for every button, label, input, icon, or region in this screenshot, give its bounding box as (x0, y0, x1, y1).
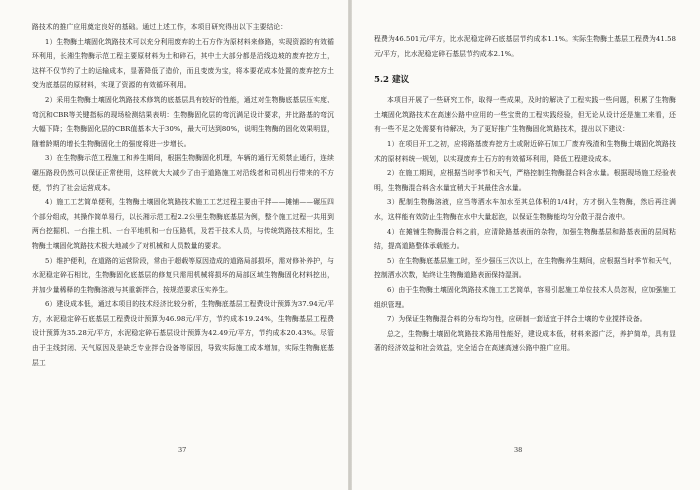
paragraph-conclusion-3: 3）在生物酶示范工程施工和养生期间，根据生物酶固化机理，车辆的通行无须禁止通行，连续碾压路段仍然可以保证正常使用，这样就大大减少了由于道路施工对沿线者和司机出行带来的不方便，节约了社会运营成本。 (32, 154, 334, 192)
paragraph-suggestion-6: 6）由于生物酶土壤固化筑路技术施工工艺简单，容易引起施工单位技术人员忽视，应加强施工组织管理。 (374, 285, 676, 309)
paragraph-suggestion-5: 5）在生物酶底基层施工时，至少强压三次以上，在生物酶养生期间，应根据当时季节和天气，控制洒水次数，始终让生物酶道路表面保持湿润。 (374, 256, 676, 280)
paragraph-suggestion-4: 4）在摊铺生物酶混合料之前，应清除路基表面的杂物，加强生物酶基层和路基表面的层间粘结，提高道路整体承载能力。 (374, 227, 676, 251)
section-heading: 5.2 建议 (374, 75, 410, 86)
paragraph-summary: 总之，生物酶土壤固化筑路技术路用性能好，建设成本低，材料来源广泛，养护简单，具有显著的经济效益和社会效益，完全适合在高速高速公路中推广应用。 (374, 329, 676, 353)
paragraph-suggestion-7: 7）为保证生物酶混合料的分布均匀性，应研制一套适宜于拌合土壤的专业搅拌设备。 (387, 315, 647, 324)
paragraph-continuation: 路技术的推广应用奠定良好的基础。通过上述工作，本项目研究得出以下主要结论： (32, 23, 288, 31)
paragraph-conclusion-2: 2）采用生物酶土壤固化筑路技术修筑的底基层具有较好的性能，通过对生物酶底基层压实度、弯沉和CBR等关键指标的现场检测结果表明：生物酶固化层的弯沉满足设计要求，并比路基的弯沉大幅下降；生物酶固化层的CBR值基本大于30%，最大可达到80%，说明生物酶的固化效果明显，随着龄期的增长生物酶固化土的强度将进一步增长。 (32, 95, 334, 148)
paragraph-conclusion-1: 1）生物酶土壤固化筑路技术可以充分利用废弃的土石方作为原材料来修路，实现资源的有效循环利用，长湘生物酶示范工程主要原材料为土和碎石，其中土大部分都是沿线边坡的废弃挖方土，这样不仅节约了土的运输成本，显著降低了造价，而且变废为宝，将本要花成本处置的废弃挖方土变为底基层的原材料，实现了资源的有效循环利用。 (32, 37, 334, 90)
paragraph-intro: 本项目开展了一些研究工作，取得一些成果，及时的解决了工程实践一些问题，积累了生物酶土壤固化筑路技术在高速公路中应用的一些宝贵的工程实践经验，但无论从设计还是施工来看，还有一些不足之处需要有待解决，为了更好推广生物酶固化筑路技术，提出以下建议： (374, 96, 676, 134)
page-number-left: 37 (178, 446, 187, 454)
paragraph-continuation: 程费为46.501元/平方，比水泥稳定碎石底基层节约成本1.1%。实际生物酶土基层工程费为41.58元/平方，比水泥稳定碎石基层节约成本2.1%。 (374, 35, 676, 58)
left-page (0, 0, 348, 490)
paragraph-suggestion-3: 3）配制生物酶溶液，应当等洒水车加水至其总体积的1/4时，方才倒入生物酶，然后再注满水，这样能有效防止生物酶在水中大量起泡，以保证生物酶能均匀分散于混合液中。 (374, 198, 676, 221)
paragraph-suggestion-2: 2）在施工期间，应根据当时季节和天气，严格控制生物酶混合料含水量。根据现场施工经验表明，生物酶混合料含水量宜稍大于其最佳含水量。 (374, 169, 676, 192)
page-number-right: 38 (514, 446, 523, 454)
paragraph-conclusion-6: 6）建设成本低，通过本项目的技术经济比较分析，生物酶底基层工程费设计预算为37.94元/平方，水泥稳定碎石底基层工程费设计预算为46.98元/平方，节约成本19.24%，生物酶基层工程费设计预算为35.28元/平方，水泥稳定碎石基层设计预算为42.49元/平方，节约成本20.43%。尽管由于主线封闭、天气原因及是缺乏专业拌合设备等原因，导致实际施工成本增加，实际生物酶底基层工 (32, 300, 334, 367)
paragraph-conclusion-4: 4）施工工艺简单便利，生物酶土壤固化筑路技术施工工艺过程主要由干拌——摊铺——碾压四个部分组成，其操作简单易行，以长湘示范工程2.2公里生物酶底基层为例，整个施工过程一共用到两台挖掘机、一台推土机、一台平地机和一台压路机，及若干技术人员，与传统筑路技术相比，生物酶土壤固化筑路技术极大地减少了对机械和人员数量的要求。 (32, 198, 334, 250)
paragraph-suggestion-1: 1）在项目开工之初，应将路基废弃挖方土或附近碎石加工厂废弃残渣和生物酶土壤固化筑路技术的原材料统一规划，以实现废弃土石方的有效循环利用，降低工程建设成本。 (374, 139, 676, 163)
right-page (352, 0, 700, 490)
paragraph-conclusion-5: 5）维护便利，在道路的运营阶段，常由于超载等原因造成的道路局部损坏，需对修补养护，与水泥稳定碎石相比，生物酶固化底基层的修复只需用机械将损坏的局部区域生物酶固化材料挖出，并加少量稀释的生物酶溶液与其重新拌合，按规范要求压实养生。 (32, 256, 334, 294)
